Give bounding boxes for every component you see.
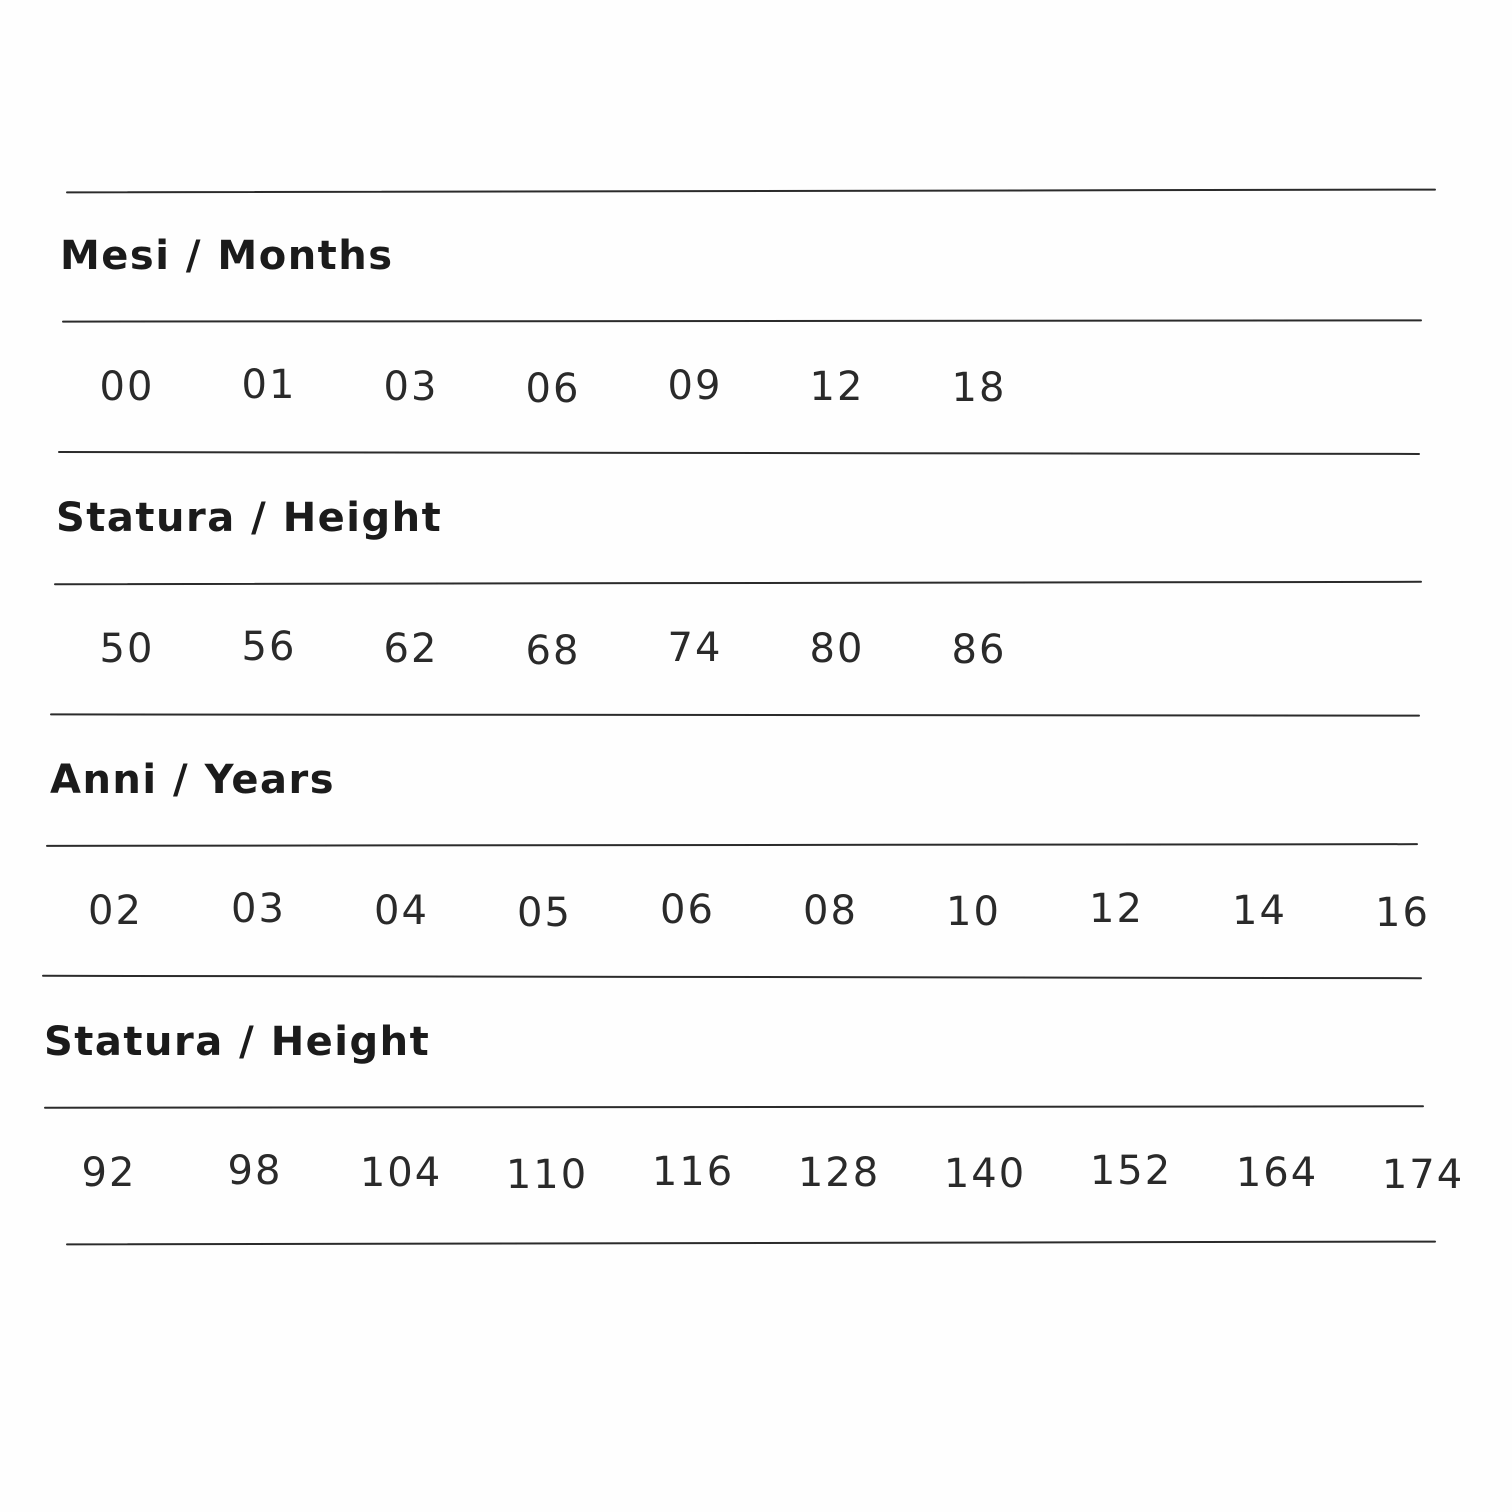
value-cell: 152	[1089, 1148, 1173, 1194]
value-cell: 74	[667, 625, 723, 671]
values-row-height-2	[0, 1108, 1512, 1238]
value-cell: 50	[99, 626, 155, 672]
value-cell: 128	[797, 1150, 881, 1196]
value-cell: 06	[660, 887, 715, 933]
value-cell: 62	[383, 626, 439, 672]
value-cell: 03	[383, 364, 439, 410]
value-cell: 16	[1375, 890, 1430, 936]
value-cell: 12	[1089, 886, 1144, 932]
value-cell: 09	[667, 363, 723, 409]
value-cell: 08	[803, 888, 858, 934]
value-cell: 86	[951, 627, 1007, 673]
section-label: Anni / Years	[50, 757, 336, 803]
divider-line-bottom	[66, 1241, 1436, 1246]
value-cell: 98	[227, 1148, 283, 1194]
section-header-years	[0, 716, 1512, 844]
values-row-months	[0, 322, 1512, 452]
section-header-height-1	[0, 454, 1512, 582]
section-header-height-2	[0, 978, 1512, 1106]
value-cell: 140	[943, 1151, 1027, 1197]
value-cell: 68	[525, 628, 581, 674]
value-cell: 110	[505, 1152, 589, 1198]
value-cell: 18	[951, 365, 1007, 411]
value-cell: 92	[81, 1150, 137, 1196]
size-chart-table	[0, 190, 1512, 1244]
value-cell: 05	[517, 890, 572, 936]
values-row-height-1	[0, 584, 1512, 714]
value-cell: 02	[88, 888, 143, 934]
section-header-months	[0, 192, 1512, 320]
value-cell: 14	[1232, 888, 1287, 934]
value-cell: 56	[241, 624, 297, 670]
section-label: Mesi / Months	[60, 233, 394, 279]
values-row-years	[0, 846, 1512, 976]
value-cell: 00	[99, 364, 155, 410]
section-label: Statura / Height	[56, 495, 443, 541]
value-cell: 03	[231, 886, 286, 932]
value-cell: 01	[241, 362, 297, 408]
value-cell: 164	[1235, 1150, 1319, 1196]
value-cell: 12	[809, 364, 865, 410]
value-cell: 104	[359, 1150, 443, 1196]
value-cell: 174	[1381, 1152, 1465, 1198]
value-cell: 04	[374, 888, 429, 934]
value-cell: 06	[525, 366, 581, 412]
section-label: Statura / Height	[44, 1019, 431, 1065]
value-cell: 116	[651, 1149, 735, 1195]
value-cell: 10	[946, 889, 1001, 935]
value-cell: 80	[809, 626, 865, 672]
